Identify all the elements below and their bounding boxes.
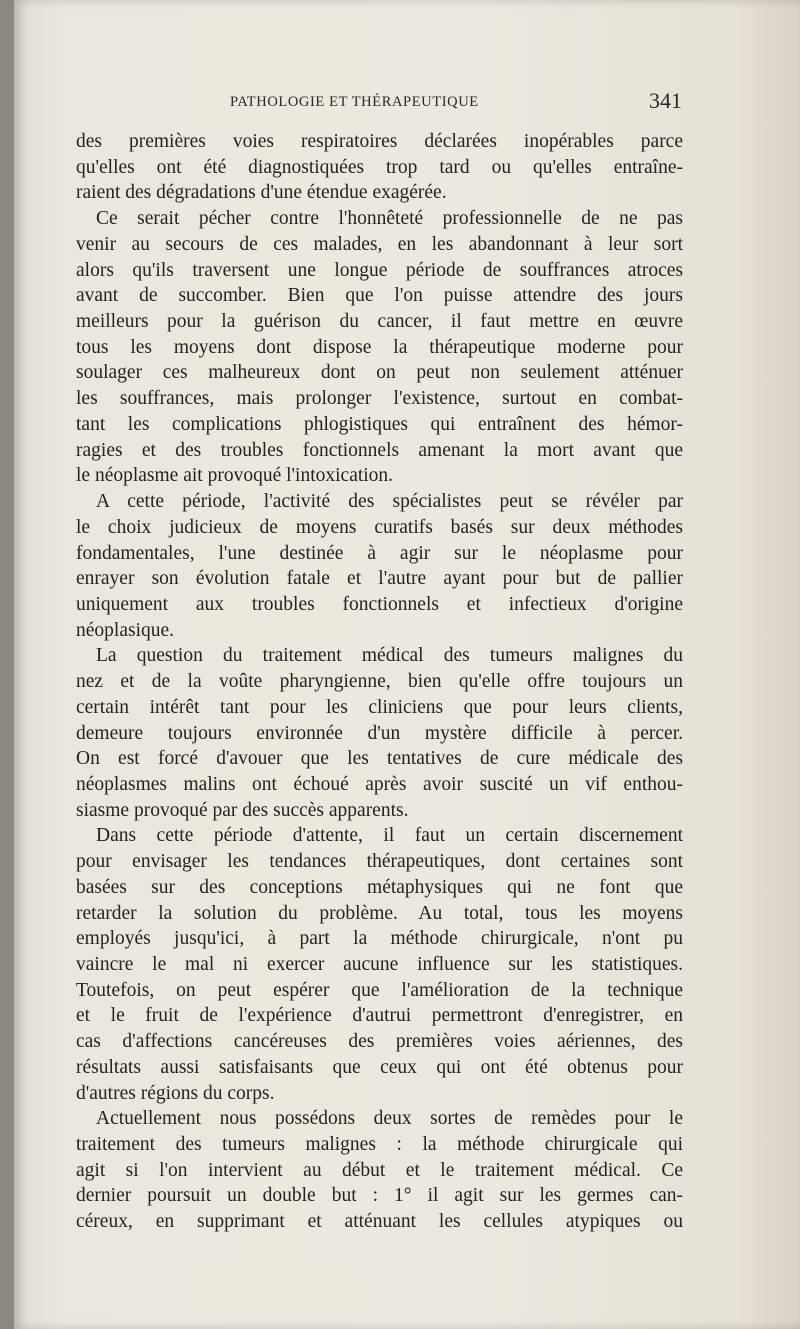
text-line: agit si l'on intervient au début et le traitement médical. Ce — [76, 1159, 683, 1181]
text-line: avant de succomber. Bien que l'on puisse attendre des jours — [76, 285, 683, 307]
text-line: résultats aussi satisfaisants que ceux qui ont été obtenus pour — [76, 1056, 683, 1078]
text-line: les souffrances, mais prolonger l'existence, surtout en combat- — [76, 388, 683, 410]
text-line: d'autres régions du corps. — [76, 1082, 275, 1104]
text-line: des premières voies respiratoires déclarées inopérables parce — [76, 131, 683, 152]
body-text — [76, 129, 683, 1235]
text-line: On est forcé d'avouer que les tentatives de cure médicale des — [76, 748, 683, 770]
text-line: traitement des tumeurs malignes : la méthode chirurgicale qui — [76, 1134, 683, 1156]
text-line: néoplasique. — [76, 619, 175, 641]
text-line: siasme provoqué par des succès apparents. — [76, 799, 409, 821]
text-line: néoplasmes malins ont échoué après avoir suscité un vif enthou- — [76, 773, 683, 795]
text-line: fondamentales, l'une destinée à agir sur le néoplasme pour — [76, 542, 683, 564]
text-line: venir au secours de ces malades, en les abandonnant à leur sort — [76, 233, 683, 255]
text-line: certain intérêt tant pour les cliniciens que pour leurs clients, — [76, 696, 683, 718]
text-line: Toutefois, on peut espérer que l'amélioration de la technique — [76, 979, 683, 1001]
text-line: enrayer son évolution fatale et l'autre ayant pour but de pallier — [76, 568, 683, 590]
text-line: demeure toujours environnée d'un mystère difficile à percer. — [76, 722, 683, 744]
text-line: ragies et des troubles fonctionnels amenant la mort avant que — [76, 439, 683, 461]
text-line: Ce serait pécher contre l'honnêteté professionnelle de ne pas — [96, 208, 683, 230]
text-line: Dans cette période d'attente, il faut un certain discernement — [96, 825, 683, 847]
text-line: et le fruit de l'expérience d'autrui permettront d'enregistrer, en — [76, 1005, 683, 1027]
text-line: La question du traitement médical des tumeurs malignes du — [96, 645, 683, 667]
text-line: dernier poursuit un double but : 1° il agit sur les germes can- — [76, 1185, 683, 1207]
text-line: meilleurs pour la guérison du cancer, il faut mettre en œuvre — [76, 311, 683, 333]
text-line: qu'elles ont été diagnostiquées trop tard ou qu'elles entraîne- — [76, 156, 683, 178]
text-line: Actuellement nous possédons deux sortes de remèdes pour le — [96, 1108, 683, 1130]
text-line: employés jusqu'ici, à part la méthode chirurgicale, n'ont pu — [76, 928, 683, 950]
page-header — [230, 88, 682, 116]
text-line: cas d'affections cancéreuses des premières voies aériennes, des — [76, 1031, 683, 1053]
text-line: pour envisager les tendances thérapeutiques, dont certaines sont — [76, 851, 683, 873]
text-line: tous les moyens dont dispose la thérapeutique moderne pour — [76, 336, 683, 358]
text-line: retarder la solution du problème. Au total, tous les moyens — [76, 902, 683, 924]
text-line: céreux, en supprimant et atténuant les cellules atypiques ou — [76, 1211, 683, 1233]
text-line: uniquement aux troubles fonctionnels et infectieux d'origine — [76, 593, 683, 615]
running-head: PATHOLOGIE ET THÉRAPEUTIQUE — [230, 94, 479, 110]
text-line: alors qu'ils traversent une longue période de souffrances atroces — [76, 259, 683, 281]
page-number: 341 — [649, 88, 682, 113]
text-line: basées sur des conceptions métaphysiques qui ne font que — [76, 876, 683, 898]
text-line: A cette période, l'activité des spécialistes peut se révéler par — [96, 491, 683, 513]
text-line: le néoplasme ait provoqué l'intoxication. — [76, 465, 394, 487]
text-line: le choix judicieux de moyens curatifs basés sur deux méthodes — [76, 516, 683, 538]
book-page — [14, 0, 800, 1329]
text-line: nez et de la voûte pharyngienne, bien qu'elle offre toujours un — [76, 671, 683, 693]
text-line: raient des dégradations d'une étendue exagérée. — [76, 182, 447, 204]
text-line: soulager ces malheureux dont on peut non seulement atténuer — [76, 362, 683, 384]
text-line: tant les complications phlogistiques qui entraînent des hémor- — [76, 413, 683, 435]
text-line: vaincre le mal ni exercer aucune influence sur les statistiques. — [76, 954, 683, 975]
